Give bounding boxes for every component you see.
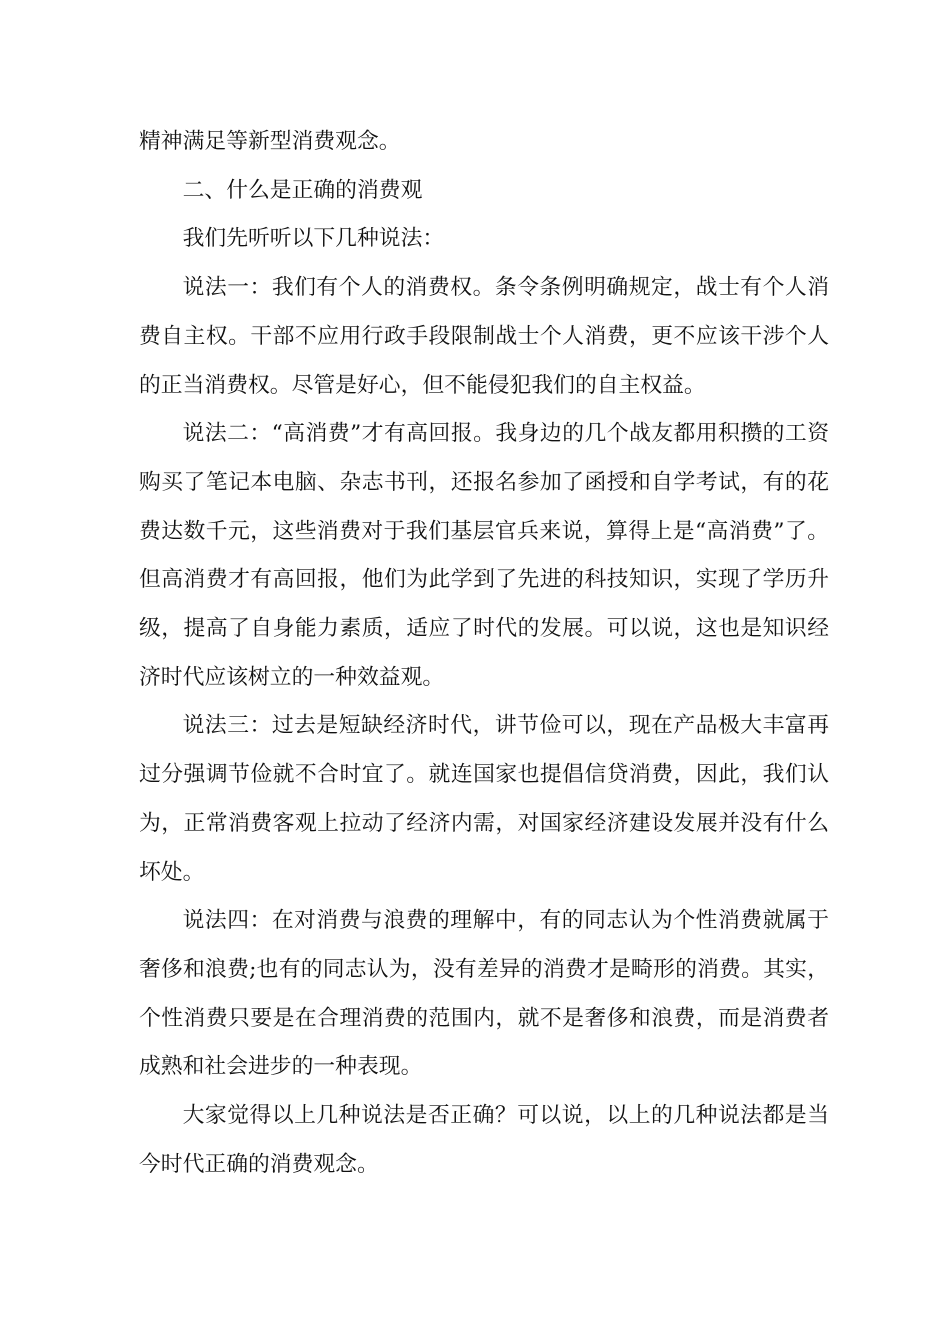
- paragraph-conclusion: 大家觉得以上几种说法是否正确？可以说，以上的几种说法都是当今时代正确的消费观念。: [139, 1103, 829, 1177]
- paragraph-viewpoint-3: 说法三：过去是短缺经济时代，讲节俭可以，现在产品极大丰富再过分强调节俭就不合时宜了。就连国家也提倡信贷消费，因此，我们认为，正常消费客观上拉动了经济内需，对国家经济建设发展并没有什么坏处。: [139, 713, 829, 885]
- paragraph-viewpoint-4: 说法四：在对消费与浪费的理解中，有的同志认为个性消费就属于奢侈和浪费;也有的同志认为，没有差异的消费才是畸形的消费。其实，个性消费只要是在合理消费的范围内，就不是奢侈和浪费，而是消费者成熟和社会进步的一种表现。: [139, 908, 829, 1080]
- paragraph-viewpoint-1: 说法一：我们有个人的消费权。条令条例明确规定，战士有个人消费自主权。干部不应用行政手段限制战士个人消费，更不应该干涉个人的正当消费权。尽管是好心，但不能侵犯我们的自主权益。: [139, 275, 829, 398]
- paragraph-continuation: 精神满足等新型消费观念。: [139, 129, 401, 154]
- paragraph-viewpoint-2: 说法二：“高消费”才有高回报。我身边的几个战友都用积攒的工资购买了笔记本电脑、杂志书刊，还报名参加了函授和自学考试，有的花费达数千元，这些消费对于我们基层官兵来说，算得上是“高消费”了。但高消费才有高回报，他们为此学到了先进的科技知识，实现了学历升级，提高了自身能力素质，适应了时代的发展。可以说，这也是知识经济时代应该树立的一种效益观。: [139, 421, 829, 690]
- paragraph-intro: 我们先听听以下几种说法：: [182, 226, 445, 252]
- document-page: [139, 118, 829, 1189]
- section-heading: 二、什么是正确的消费观: [182, 177, 423, 203]
